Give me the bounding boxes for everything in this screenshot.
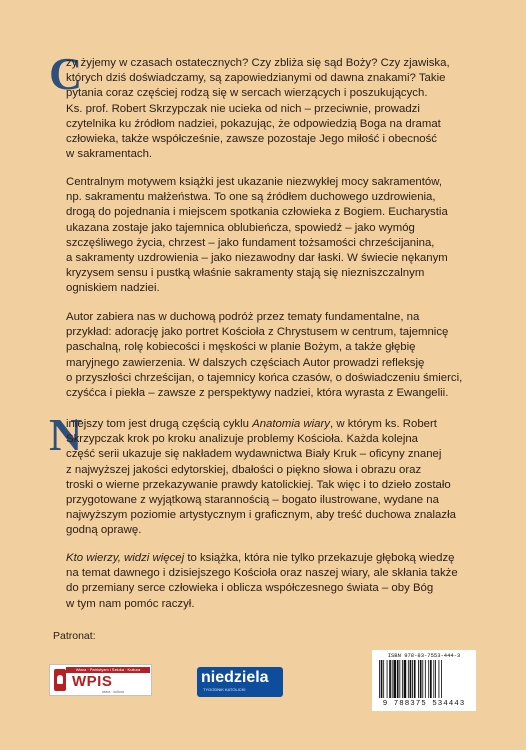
text-line: Ks. prof. Robert Skrzypczak nie ucieka od nich – przeciwnie, prowadzi [66,102,420,115]
text-line: a sakramenty uzdrowienia – jako niezawodny dar łaski. W świecie nękanym [66,252,448,265]
paragraph-4 [66,417,484,539]
text-span: , w którym ks. Robert [330,418,437,430]
text-line: czyśćca i piekła – zawsze z perspektywy nadziei, która wyrasta z Ewangelii. [66,387,449,400]
isbn-number: 9 788375 534443 [382,700,466,708]
text-line: troski o wierne przekazywanie prawdy katolickiej. Tak więc i to dzieło zostało [66,478,451,491]
wpis-wordmark: WPIS [72,673,113,690]
wpis-tagline: Wiara · Patriotyzm i Sztuka · Kultura [66,667,150,673]
text-line: najwyższym poziomie artystycznym i graficznym, aby treść duchowa znalazła [66,509,456,522]
text-line: w tym nam pomóc raczył. [66,597,195,610]
text-line: czytelnika ku źródłom nadziei, pokazując, że odpowiedzią Boga na dramat [66,117,441,130]
text-line: o przyszłości chrześcijan, o tajemnicy końca czasów, o doświadczeniu śmierci, [66,371,463,384]
niedziela-logo [197,667,283,697]
text-line: w sakramentach. [66,148,153,161]
wpis-subline: wiara · kultura [102,690,124,694]
paragraph-2 [66,175,484,297]
book-title-italic: Kto wierzy, widzi więcej [66,552,185,564]
niedziela-subline: TYGODNIK KATOLICKI [203,687,246,692]
text-line: kryzysem sensu i pustką właśnie sakramenty stają się niezniszczalnym [66,267,425,280]
barcode-icon [377,660,471,700]
text-line [66,417,484,432]
text-line: szczęśliwego życia, chrzest – jako fundament tożsamości chrześcijanina, [66,236,435,249]
patronat-label: Patronat: [53,630,96,642]
text-line: drogą do pojednania i miejscem spotkania człowieka z Bogiem. Eucharystia [66,206,448,219]
text-line: część serii ukazuje się nakładem wydawnictwa Biały Kruk – oficyny znanej [66,448,442,461]
text-line: z najwyższej jakości edytorskiej, dbałości o piękno słowa i obrazu oraz [66,463,422,476]
text-line: człowieka, także współcześnie, zawsze pozostaje Jego miłość i obecność [66,133,438,146]
paragraph-1 [66,56,484,162]
text-line: Skrzypczak krok po kroku analizuje problemy Kościoła. Każda kolejna [66,433,419,446]
text-line: zy żyjemy w czasach ostatecznych? Czy zbliża się sąd Boży? Czy zjawiska, [66,57,450,69]
text-line: ogniskiem nadziei. [66,282,160,295]
isbn-barcode-box [372,650,476,711]
text-line: do przemiany serce człowieka i oblicza współczesnego świata – oby Bóg [66,582,434,595]
niedziela-wordmark: niedziela [201,669,269,686]
dropcap-c: C [49,48,83,99]
text-line: maryjnego zawierzenia. W dalszych częściach Autor prowadzi refleksję [66,356,425,369]
text-line: ukazana zostaje jako tajemnica oblubieńcza, spowiedź – jako wymóg [66,221,415,234]
text-line: na temat dawnego i dzisiejszego Kościoła oraz naszej wiary, ale skłania także [66,567,458,580]
dropcap-n: N [49,409,83,460]
text-line: pytania coraz częściej rodzą się w sercach wierzących i poszukujących. [66,87,428,100]
wpis-logo [49,664,152,696]
text-span: iniejszy tom jest drugą częścią cyklu [66,418,253,430]
text-line: przygotowane z wyjątkową starannością – bogato ilustrowane, wydane na [66,494,439,507]
eagle-icon [54,669,66,691]
text-line: Autor zabiera nas w duchową podróż przez tematy fundamentalne, na [66,311,420,323]
text-line: paschalną, rolę kobiecości i męskości w planie Bożym, a także głębię [66,341,416,354]
text-line: przykład: adorację jako portret Kościoła z Chrystusem w centrum, tajemnicę [66,326,449,339]
text-span: to książka, która nie tylko przekazuje głęboką wiedzę [184,552,455,564]
text-line: Centralnym motywem książki jest ukazanie niezwykłej mocy sakramentów, [66,176,443,188]
text-line: np. sakramentu małżeństwa. To one są źródłem duchowego uzdrowienia, [66,191,436,204]
book-title-italic: Anatomia wiary [252,418,330,430]
paragraph-3 [66,310,484,401]
text-line [66,551,484,566]
text-line: których dziś doświadczamy, są zapowiedzianymi od dawna znakami? Takie [66,72,446,85]
paragraph-5 [66,551,484,612]
text-line: godną oprawę. [66,524,142,537]
isbn-label: ISBN 978-83-7553-444-3 [387,652,461,659]
